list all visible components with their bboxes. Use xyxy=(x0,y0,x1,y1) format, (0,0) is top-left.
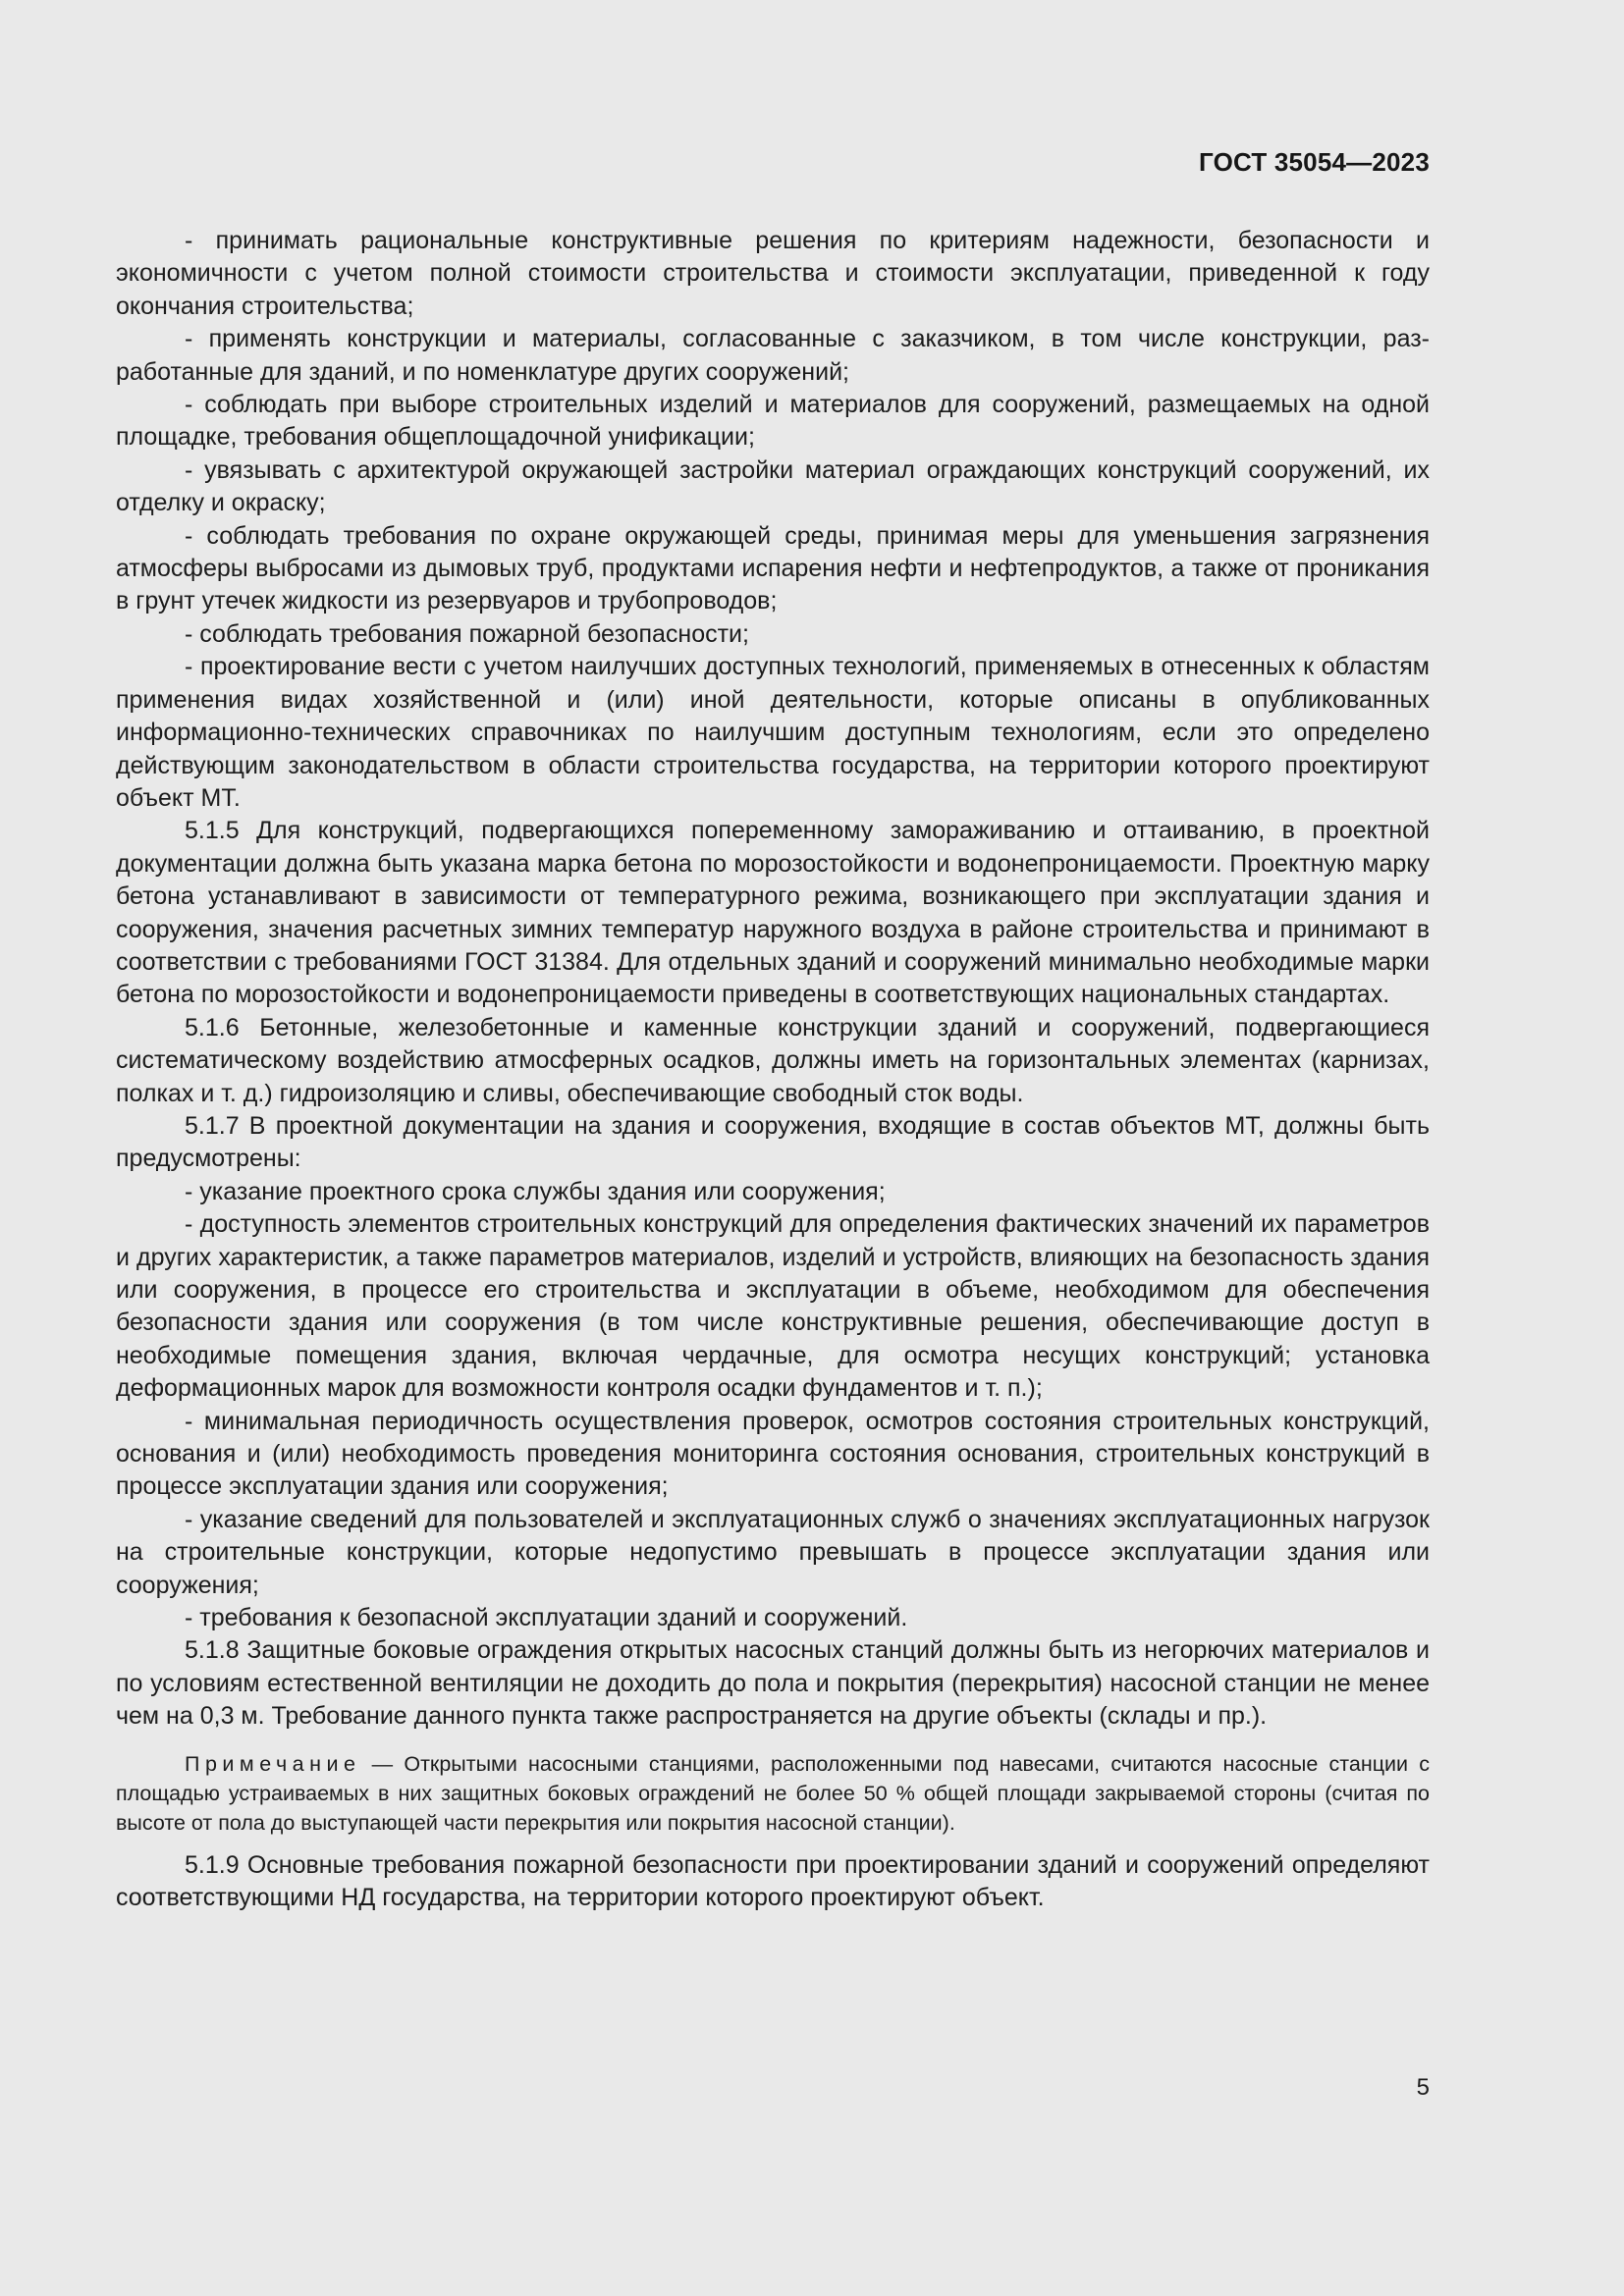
list-item: - применять конструкции и материалы, согласованные с заказчиком, в том числе конструкции, разработанные для зданий, и по номенклатуре других сооружений; xyxy=(116,325,1430,386)
list-item: - соблюдать требования по охране окружающей среды, принимая меры для уменьшения загрязнения атмосферы выбросами из дымовых труб, продуктами испарения нефти и нефтепродуктов, а также от проникания в грунт утечек жидкости из резервуаров и трубопроводов; xyxy=(116,521,1430,615)
document-body xyxy=(116,225,1430,1915)
clause-5-1-8: 5.1.8 Защитные боковые ограждения открытых насосных станций должны быть из негорючих материалов и по условиям естественной вентиляции не доходить до пола и покрытия (перекрытия) насосной станции не менее чем на 0,3 м. Требование данного пункта также распространяется на другие объекты (склады и пр.). xyxy=(116,1636,1430,1731)
list-item: - требования к безопасной эксплуатации зданий и сооружений. xyxy=(185,1604,908,1632)
note-text: — Открытыми насосными станциями, расположенными под навесами, считаются насосные станции с площадью устраиваемых в них защитных боковых ограждений не более 50 % общей площади закрываемой стороны (считая по высоте от пола до выступающей части перекрытия или покрытия насосной станции). xyxy=(116,1751,1430,1835)
list-item: - указание проектного срока службы здания или сооружения; xyxy=(185,1177,886,1205)
page-number: 5 xyxy=(1416,2074,1430,2101)
document-code-header: ГОСТ 35054—2023 xyxy=(1199,147,1430,177)
clause-5-1-5: 5.1.5 Для конструкций, подвергающихся попеременному замораживанию и оттаиванию, в проектной документации должна быть указана марка бетона по морозостойкости и водонепроницаемости. Проектную марку бетона устанавливают в зависимости от температурного режима, возникающего при эксплуатации здания и сооружения, значения расчетных зимних температур наружного воздуха в районе строительства и принимают в соответствии с требованиями ГОСТ 31384. Для отдельных зданий и сооружений минимально необходимые марки бетона по морозостойкости и водонепроницаемости приведены в соответствующих национальных стандартах. xyxy=(116,817,1430,1009)
clause-5-1-6: 5.1.6 Бетонные, железобетонные и каменные конструкции зданий и сооружений, подвергающиеся систематическому воздействию атмосферных осадков, должны иметь на горизонтальных элементах (карнизах, полках и т. д.) гидроизоляцию и сливы, обеспечивающие свободный сток воды. xyxy=(116,1013,1430,1107)
list-item: - доступность элементов строительных конструкций для определения фактических значений их параметров и других характеристик, а также параметров материалов, изделий и устройств, влияющих на безопасность здания или сооружения, в процессе его строительства и эксплуатации в объеме, необходимом для обеспечения безопасности здания или сооружения (в том числе конструктивные решения, обеспечивающие доступ в необходимые помещения здания, включая чердачные, для осмотра несущих конструкций; установка деформационных марок для возможности контроля осадки фундаментов и т. п.); xyxy=(116,1210,1430,1403)
note xyxy=(116,1749,1430,1838)
list-item: - увязывать с архитектурой окружающей застройки материал ограждающих конструкций сооружений, их отделку и окраску; xyxy=(116,455,1430,517)
list-item: - указание сведений для пользователей и эксплуатационных служб о значениях эксплуатационных нагрузок на строительные конструкции, которые недопустимо превышать в процессе эксплуатации здания или сооружения; xyxy=(116,1505,1430,1599)
list-item: - соблюдать требования пожарной безопасности; xyxy=(185,619,749,648)
note-label: Примечание xyxy=(185,1751,361,1776)
list-item: - соблюдать при выборе строительных изделий и материалов для сооружений, размещаемых на одной площадке, требования общеплощадочной унификации; xyxy=(116,391,1430,452)
list-item: - проектирование вести с учетом наилучших доступных технологий, применяемых в отнесенных к областям применения видах хозяйственной и (или) иной деятельности, которые описаны в опубликованных информационно-технических справочниках по наилучшим доступным технологиям, если это определено действующим законодательством в области строительства государства, на территории которого проектируют объект МТ. xyxy=(116,653,1430,812)
clause-5-1-9: 5.1.9 Основные требования пожарной безопасности при проектировании зданий и сооружений определяют соответствующими НД государства, на территории которого проектируют объект. xyxy=(116,1850,1430,1912)
list-item: - минимальная периодичность осуществления проверок, осмотров состояния строительных конструкций, основания и (или) необходимость проведения мониторинга состояния основания, строительных конструкций в процессе эксплуатации здания или сооружения; xyxy=(116,1407,1430,1501)
list-item: - принимать рациональные конструктивные решения по критериям надежности, безопасности и экономичности с учетом полной стоимости строительства и стоимости эксплуатации, приведенной к году окончания строительства; xyxy=(116,227,1430,320)
clause-5-1-7: 5.1.7 В проектной документации на здания и сооружения, входящие в состав объектов МТ, должны быть предусмотрены: xyxy=(116,1111,1430,1173)
